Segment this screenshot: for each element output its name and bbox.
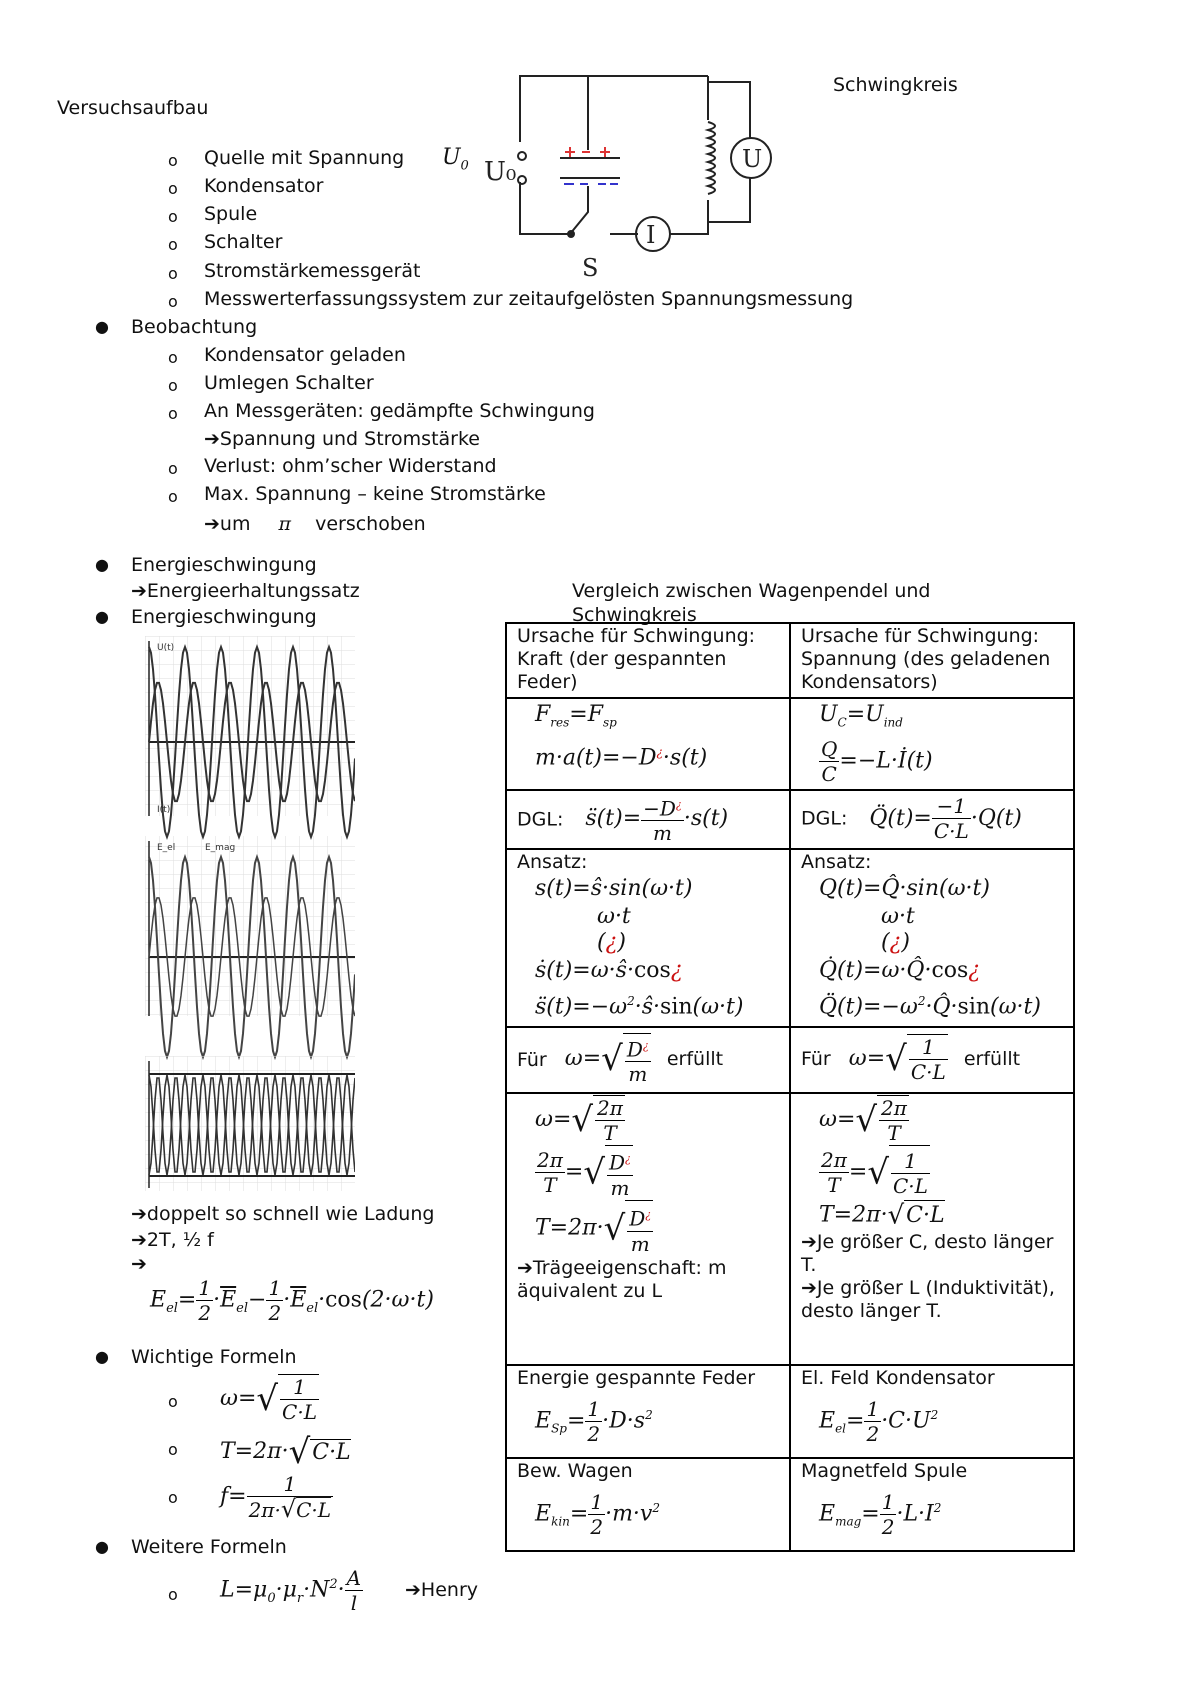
table-cell: [790, 1093, 1074, 1365]
formula-inductance: $L=\mu_0\cdot\mu_r\cdot N^2\cdot$ $\frac{A}{l}$: [220, 1566, 362, 1615]
u0-formula: $U_0$: [442, 145, 469, 174]
page-title: Schwingkreis: [833, 74, 958, 96]
circle-bullet-icon: o: [168, 292, 178, 311]
formula-ansatz-sdot: ṡ(t)=ω·ŝ·cos¿: [535, 958, 683, 984]
table-cell: [506, 1093, 790, 1365]
circuit-wire: [520, 182, 570, 234]
table-cell: [506, 1027, 790, 1093]
section-energieschwingung-2: Energieschwingung: [131, 606, 317, 628]
table-row: [506, 1027, 1074, 1093]
list-item: Stromstärkemessgerät: [204, 260, 421, 282]
circle-bullet-icon: o: [168, 264, 178, 283]
circle-bullet-icon: o: [168, 348, 178, 367]
section-energieschwingung: Energieschwingung: [131, 554, 317, 576]
comparison-title-line1: Vergleich zwischen Wagenpendel und: [572, 580, 931, 602]
bullet-icon: ●: [95, 607, 109, 626]
circuit-label-i: I: [646, 221, 656, 249]
dgl-label: DGL:: [517, 807, 564, 830]
circle-bullet-icon: o: [168, 404, 178, 423]
table-cell: Ursache für Schwingung: Kraft (der gespannten Feder): [506, 623, 790, 698]
circle-bullet-icon: o: [168, 376, 178, 395]
formula-ansatz-qddot: $Q̈(t)=-\omega^2\cdot Q̂\cdot\sin(\omega\cdot t)$: [819, 994, 1041, 1020]
table-cell: [790, 698, 1074, 790]
formula-period-el-eq: $\frac{2\pi}{T}$ =√ $\frac{1}{C\cdot L}$: [801, 1145, 1063, 1200]
formula-ansatz-qdot: Q̇(t)=ω·Q̂·cos¿: [819, 958, 981, 984]
circuit-wire: [520, 76, 708, 142]
table-cell: [790, 849, 1074, 1027]
list-item: Kondensator: [204, 175, 324, 197]
table-cell: [790, 1458, 1074, 1551]
circle-bullet-icon: o: [168, 235, 178, 254]
table-row: [506, 790, 1074, 849]
circle-bullet-icon: o: [168, 151, 178, 170]
list-item: Quelle mit Spannung: [204, 147, 405, 169]
formula-newton: m·a(t)=−D¿·s(t): [535, 745, 708, 771]
list-item: Verlust: ohm’scher Widerstand: [204, 455, 497, 477]
formula-omega-el: ω=√ $\frac{1}{C\cdot L}$: [848, 1035, 946, 1085]
oscillation-graphs: [145, 636, 355, 1191]
arrow-note: ➔doppelt so schnell wie Ladung: [131, 1203, 435, 1225]
list-item: An Messgeräten: gedämpfte Schwingung: [204, 400, 595, 422]
fuer-label: Für: [801, 1048, 831, 1071]
arrow-note-suffix: verschoben: [315, 513, 426, 535]
bullet-icon: ●: [95, 1347, 109, 1366]
table-row: [506, 1365, 1074, 1458]
formula-omega-mech: ω=√ $\frac{D^¿}{m}$: [565, 1046, 651, 1071]
formula-omega-period-el: ω=√ $\frac{2\pi}{T}$: [819, 1096, 907, 1146]
table-cell: [506, 849, 790, 1027]
table-row: [506, 623, 1074, 698]
ansatz-label: Ansatz:: [517, 851, 588, 874]
formula-energy-el: $E_{el}=$ $\frac{1}{2}$ $\cdot\overline{E}_{el}-$ $\frac{1}{2}$ $\cdot\overline{E}_{el}\cdot\cos(2\cdot\omega\cdot t)$: [150, 1276, 434, 1325]
table-cell: [790, 1365, 1074, 1458]
arrow-note: ➔: [131, 1253, 147, 1275]
circuit-label-u0: U₀: [484, 157, 517, 187]
table-cell: [790, 1027, 1074, 1093]
formula-energy-magnetic: $E_{mag}=$ $\frac{1}{2}$ $\cdot L\cdot I^2$: [819, 1489, 942, 1539]
circuit-diagram: [470, 72, 800, 282]
formula-ansatz-s: s(t)=ŝ·sin(ω·t): [535, 876, 693, 902]
circle-bullet-icon: o: [168, 207, 178, 226]
ansatz-label: Ansatz:: [801, 851, 872, 874]
capacity-note: ➔Je größer C, desto länger T.: [801, 1231, 1054, 1277]
arrow-note: ➔Spannung und Stromstärke: [204, 428, 480, 450]
list-item: Max. Spannung – keine Stromstärke: [204, 483, 546, 505]
fuer-label: Für: [517, 1048, 547, 1071]
formula-dgl-mech: s̈(t)= $\frac{-D^¿}{m}$ ·s(t): [585, 806, 728, 831]
list-item: Spule: [204, 203, 258, 225]
switch-contact-icon: [568, 231, 574, 237]
formula-frequency: f= $\frac{1}{2\pi\cdot√C\cdot L}$: [220, 1472, 332, 1523]
graph-label: E_mag: [205, 843, 236, 853]
comparison-table: [505, 622, 1075, 1552]
circle-bullet-icon: o: [168, 179, 178, 198]
circle-bullet-icon: o: [168, 459, 178, 478]
table-cell: [506, 1458, 790, 1551]
circuit-label-u: U: [742, 145, 763, 173]
formula-force: $F_{res}=F_{sp}$: [535, 702, 617, 730]
table-cell: [506, 1365, 790, 1458]
bullet-icon: ●: [95, 317, 109, 336]
list-item: Messwerterfassungssystem zur zeitaufgelösten Spannungsmessung: [204, 288, 854, 310]
table-cell: [506, 698, 790, 790]
graph-label: E_el: [157, 843, 176, 853]
arrow-note-shift: [204, 513, 426, 536]
bullet-icon: ●: [95, 1537, 109, 1556]
energy-capacitor-label: El. Feld Kondensator: [801, 1367, 995, 1390]
circuit-label-s: S: [582, 254, 599, 282]
dgl-label: DGL:: [801, 807, 848, 830]
table-cell: [790, 790, 1074, 849]
energy-coil-label: Magnetfeld Spule: [801, 1460, 968, 1483]
formula-ansatz-paren: (¿): [597, 930, 626, 956]
table-row: [506, 849, 1074, 1027]
pi-symbol: π: [278, 513, 292, 535]
section-versuchsaufbau: Versuchsaufbau: [57, 97, 209, 119]
graph-label: I(t): [157, 805, 171, 815]
formula-energy-kinetic: $E_{kin}=$ $\frac{1}{2}$ $\cdot m\cdot v^2$: [535, 1489, 660, 1539]
circle-bullet-icon: o: [168, 1440, 178, 1459]
formula-ansatz-paren: (¿): [881, 930, 910, 956]
table-row: [506, 1093, 1074, 1365]
circuit-wire: [708, 82, 750, 138]
circle-bullet-icon: o: [168, 487, 178, 506]
list-item: Kondensator geladen: [204, 344, 406, 366]
formula-period-el: T=2π·√C·L: [819, 1200, 945, 1231]
table-row: [506, 1458, 1074, 1551]
formula-period-mech: T=2π·√ $\frac{D^¿}{m}$: [517, 1200, 779, 1257]
circuit-wire: [708, 178, 750, 222]
formula-energy-spring: $E_{Sp}=$ $\frac{1}{2}$ $\cdot D\cdot s^2$: [535, 1397, 653, 1447]
terminal-icon: [518, 152, 526, 160]
circle-bullet-icon: o: [168, 1585, 178, 1604]
formula-dgl-el: Q̈(t)= $\frac{-1}{C\cdot L}$ ·Q(t): [869, 794, 1022, 844]
circuit-wire: [670, 200, 708, 234]
list-item: Umlegen Schalter: [204, 372, 374, 394]
erfuellt-label: erfüllt: [666, 1048, 724, 1071]
formula-ansatz-wt: ω·t: [881, 904, 915, 930]
energy-spring-label: Energie gespannte Feder: [517, 1367, 756, 1390]
erfuellt-label: erfüllt: [963, 1048, 1021, 1071]
section-wichtige-formeln: Wichtige Formeln: [131, 1346, 297, 1368]
arrow-note: ➔Energieerhaltungssatz: [131, 580, 360, 602]
traegheit-note: ➔Trägeeigenschaft: m äquivalent zu L: [517, 1257, 727, 1303]
table-row: [506, 698, 1074, 790]
circle-bullet-icon: o: [168, 1392, 178, 1411]
formula-kirchhoff: $\frac{Q}{C}$ =−L·İ(t): [821, 737, 933, 787]
formula-omega-period: ω=√ $\frac{2\pi}{T}$: [535, 1096, 623, 1146]
circuit-wire: [570, 186, 588, 234]
arrow-note: ➔2T, ½ f: [131, 1229, 214, 1251]
formula-omega: ω=√ $\frac{1}{C\cdot L}$: [220, 1375, 317, 1424]
formula-ansatz-wt: ω·t: [597, 904, 631, 930]
inductance-note: ➔Je größer L (Induktivität), desto länger T.: [801, 1277, 1055, 1323]
formula-energy-capacitor: $E_{el}=$ $\frac{1}{2}$ $\cdot C\cdot U^2$: [819, 1397, 939, 1447]
table-cell: [506, 790, 790, 849]
arrow-note-prefix: ➔um: [204, 513, 251, 535]
list-item: Schalter: [204, 231, 283, 253]
section-weitere-formeln: Weitere Formeln: [131, 1536, 287, 1558]
section-beobachtung: Beobachtung: [131, 316, 258, 338]
graph-label: U(t): [157, 643, 175, 653]
formula-period-mech-eq: $\frac{2\pi}{T}$ =√ $\frac{D^¿}{m}$: [517, 1145, 779, 1200]
formula-period: T=2π·√C·L: [220, 1432, 351, 1472]
comparison-title-line2: Schwingkreis: [572, 604, 697, 626]
terminal-icon: [518, 176, 526, 184]
coil-icon: [708, 122, 715, 194]
energy-cart-label: Bew. Wagen: [517, 1460, 633, 1483]
table-cell: Ursache für Schwingung: Spannung (des geladenen Kondensators): [790, 623, 1074, 698]
formula-voltage: $U_C=U_{ind}$: [819, 702, 903, 730]
circle-bullet-icon: o: [168, 1488, 178, 1507]
formula-ansatz-sddot: $s̈(t)=-\omega^2\cdot ŝ\cdot\sin(\omega\cdot t)$: [535, 994, 744, 1020]
bullet-icon: ●: [95, 555, 109, 574]
formula-ansatz-q: Q(t)=Q̂·sin(ω·t): [819, 876, 990, 902]
henry-note: ➔Henry: [405, 1579, 478, 1601]
